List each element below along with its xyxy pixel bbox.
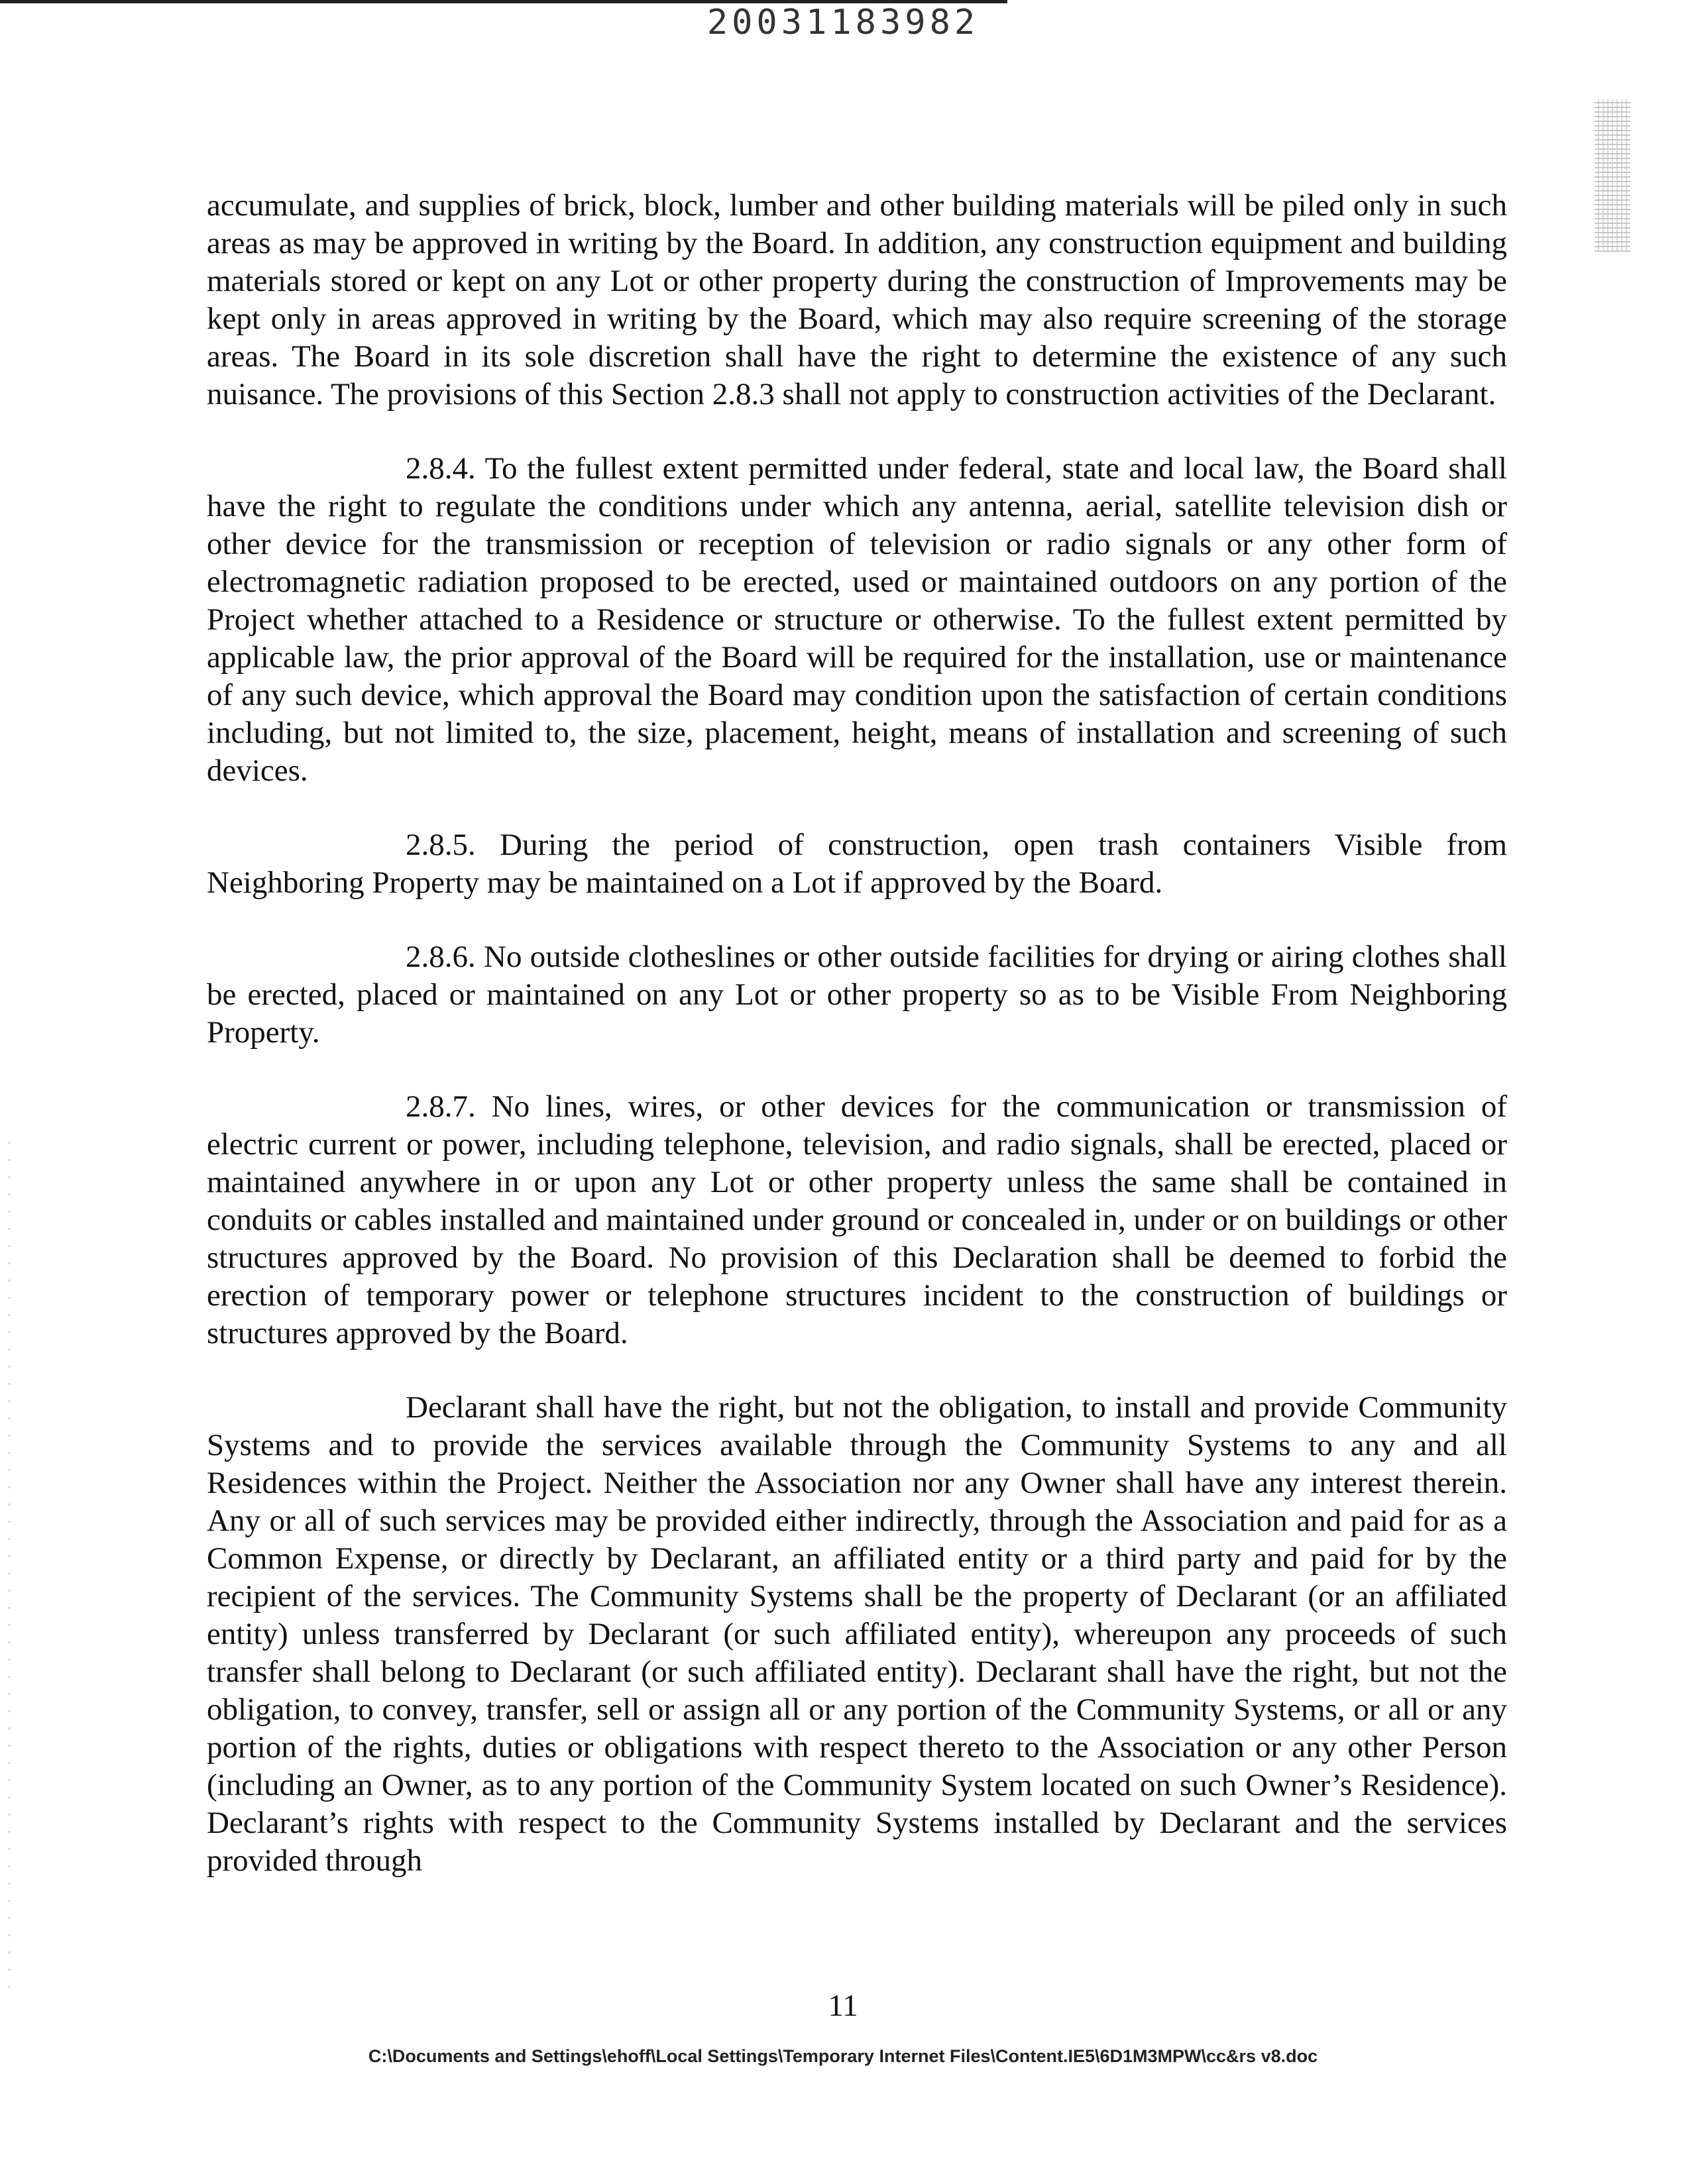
- footer-file-path: C:\Documents and Settings\ehoff\Local Settings\Temporary Internet Files\Content.IE5\6D1M3MPW\cc&rs v8.doc: [368, 2046, 1318, 2066]
- paragraph-2-8-4: 2.8.4. To the fullest extent permitted under federal, state and local law, the Board shall have the right to regulate the conditions under which any antenna, aerial, satellite television dish or other device for the transmission or reception of television or radio signals or any other form of electromagnetic radiation proposed to be erected, used or maintained outdoors on any portion of the Project whether attached to a Residence or structure or otherwise. To the fullest extent permitted by applicable law, the prior approval of the Board will be required for the installation, use or maintenance of any such device, which approval the Board may condition upon the satisfaction of certain conditions including, but not limited to, the size, placement, height, means of installation and screening of such devices.: [207, 451, 1507, 788]
- recording-stamp: [1595, 99, 1630, 252]
- document-body: [207, 187, 1507, 1916]
- paragraph-community-systems: Declarant shall have the right, but not the obligation, to install and provide Community Systems and to provide the services available through the Community Systems to any and all Residences within the Project. Neither the Association nor any Owner shall have any interest therein. Any or all of such services may be provided either indirectly, through the Association and paid for as a Common Expense, or directly by Declarant, an affiliated entity or a third party and paid for by the recipient of the services. The Community Systems shall be the property of Declarant (or an affiliated entity) unless transferred by Declarant (or such affiliated entity), whereupon any proceeds of such transfer shall belong to Declarant (or such affiliated entity). Declarant shall have the right, but not the obligation, to convey, transfer, sell or assign all or any portion of the Community Systems, or all or any portion of the rights, duties or obligations with respect thereto to the Association or any other Person (including an Owner, as to any portion of the Community System located on such Owner’s Residence). Declarant’s rights with respect to the Community Systems installed by Declarant and the services provided through: [207, 1390, 1507, 1878]
- scan-margin-specks: [8, 1126, 11, 1988]
- paragraph-2-8-7: 2.8.7. No lines, wires, or other devices for the communication or transmission of electric current or power, including telephone, television, and radio signals, shall be erected, placed or maintained anywhere in or upon any Lot or other property unless the same shall be contained in conduits or cables installed and maintained under ground or concealed in, under or on buildings or other structures approved by the Board. No provision of this Declaration shall be deemed to forbid the erection of temporary power or telephone structures incident to the construction of buildings or structures approved by the Board.: [207, 1089, 1507, 1350]
- paragraph-2-8-6: 2.8.6. No outside clotheslines or other outside facilities for drying or airing clothes shall be erected, placed or maintained on any Lot or other property so as to be Visible From Neighboring Property.: [207, 940, 1507, 1050]
- document-number: 20031183982: [706, 3, 980, 42]
- page-number: 11: [828, 1989, 858, 2023]
- paragraph-2-8-3-continuation: accumulate, and supplies of brick, block, lumber and other building materials will be piled only in such areas as may be approved in writing by the Board. In addition, any construction equipment and building materials stored or kept on any Lot or other property during the construction of Improvements may be kept only in areas approved in writing by the Board, which may also require screening of the storage areas. The Board in its sole discretion shall have the right to determine the existence of any such nuisance. The provisions of this Section 2.8.3 shall not apply to construction activities of the Declarant.: [207, 188, 1507, 411]
- paragraph-2-8-5: 2.8.5. During the period of construction, open trash containers Visible from Neighboring Property may be maintained on a Lot if approved by the Board.: [207, 828, 1507, 900]
